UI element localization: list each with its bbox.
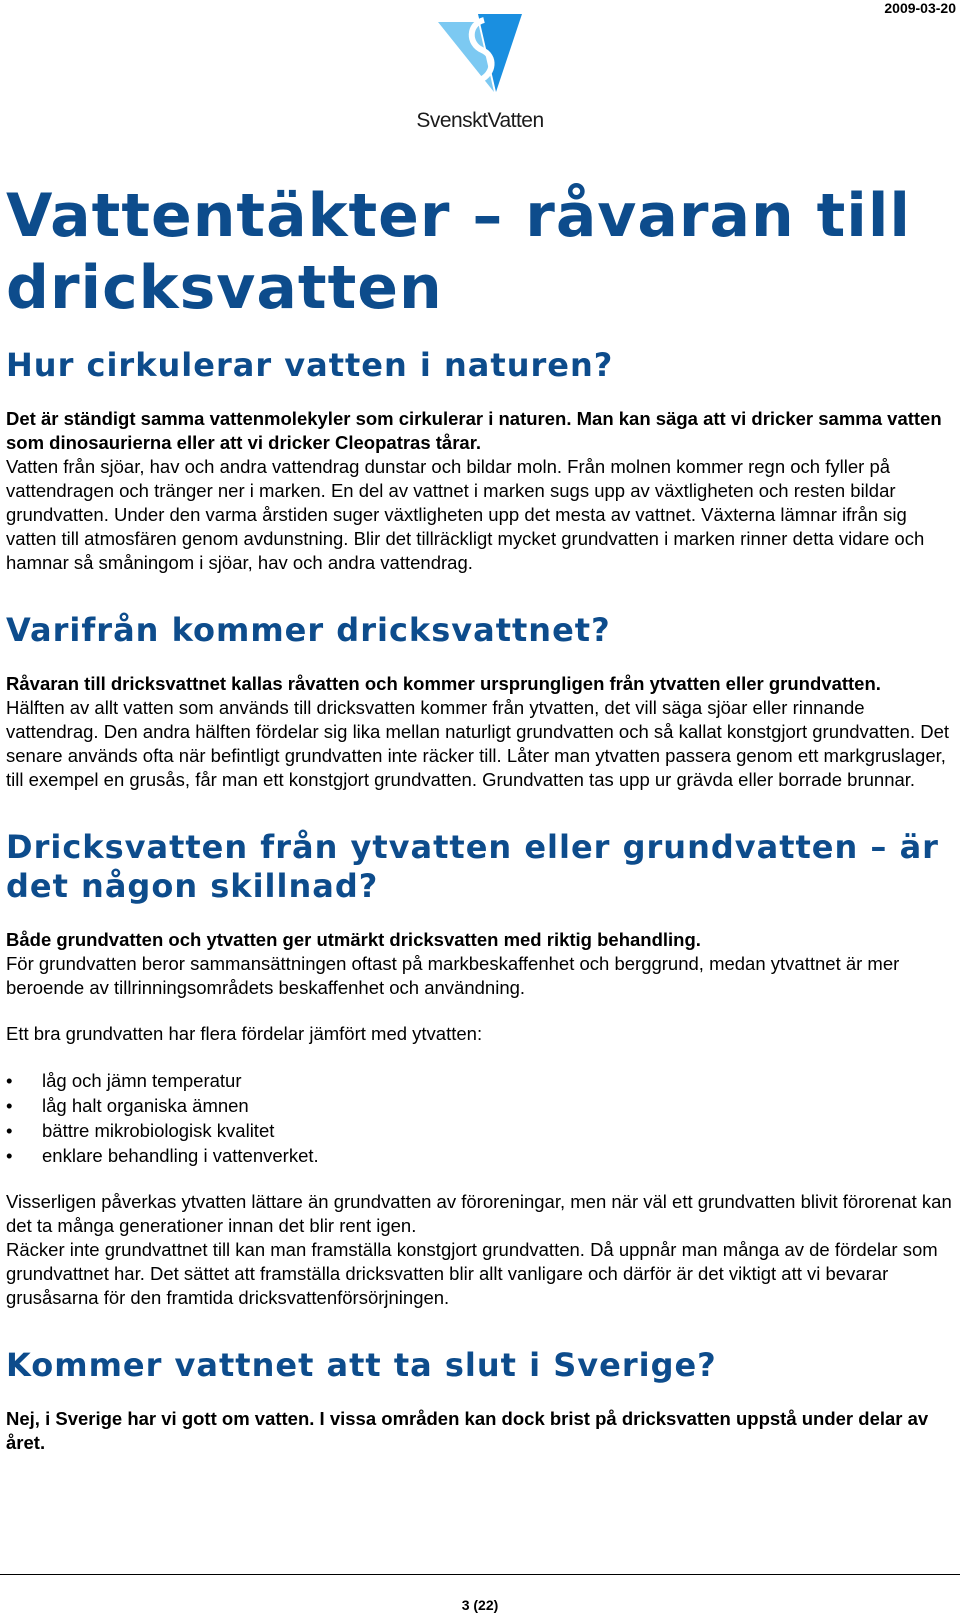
- list-item: • låg halt organiska ämnen: [6, 1093, 956, 1118]
- section-lead: Råvaran till dricksvattnet kallas råvatten och kommer ursprungligen från ytvatten eller grundvatten.: [6, 673, 881, 694]
- list-intro: Ett bra grundvatten har flera fördelar jämfört med ytvatten:: [6, 1023, 483, 1044]
- svenskt-vatten-logo: [410, 14, 550, 134]
- list-item: • bättre mikrobiologisk kvalitet: [6, 1118, 956, 1143]
- advantages-list: [6, 1068, 956, 1168]
- list-item: • enklare behandling i vattenverket.: [6, 1143, 956, 1168]
- section-lead: Det är ständigt samma vattenmolekyler som cirkulerar i naturen. Man kan säga att vi dricker samma vatten som dinosaurierna eller att vi dricker Cleopatras tårar.: [6, 408, 942, 453]
- water-drop-logo-icon: [438, 14, 522, 94]
- footer-divider: [0, 1574, 960, 1575]
- page-title: Vattentäkter – råvaran till dricksvatten: [6, 181, 911, 323]
- list-item: • låg och jämn temperatur: [6, 1068, 956, 1093]
- section-paragraph: Visserligen påverkas ytvatten lättare än grundvatten av föroreningar, men när väl ett grundvatten blivit förorenat kan det ta många generationer innan det blir rent igen.: [6, 1191, 952, 1236]
- section-paragraph: Hälften av allt vatten som används till dricksvatten kommer från ytvatten, det vill säga sjöar eller rinnande vattendrag. Den andra hälften fördelar sig lika mellan naturligt grundvatten och så kallat konstgjort grundvatten. Det senare används ofta när befintligt grundvatten inte räcker till. Låter man ytvatten passera genom ett markgruslager, till exempel en grusås, får man ett konstgjort grundvatten. Grundvatten tas upp ur grävda eller borrade brunnar.: [6, 697, 950, 790]
- section-paragraph: Räcker inte grundvattnet till kan man framställa konstgjort grundvatten. Då uppnår man många av de fördelar som grundvattnet har. Det sättet att framställa dricksvatten blir allt vanligare och därför är det viktigt att vi bevarar grusåsarna för den framtida dricksvattenförsörjningen.: [6, 1239, 938, 1308]
- section-heading: Varifrån kommer dricksvattnet?: [6, 611, 611, 649]
- page-number: 3 (22): [461, 1597, 499, 1613]
- section-heading: Kommer vattnet att ta slut i Sverige?: [6, 1346, 717, 1384]
- section-lead: Nej, i Sverige har vi gott om vatten. I vissa områden kan dock brist på dricksvatten uppstå under delar av året.: [6, 1408, 929, 1453]
- logo-wordmark: SvensktVatten: [416, 109, 544, 132]
- section-paragraph: För grundvatten beror sammansättningen oftast på markbeskaffenhet och berggrund, medan ytvattnet är mer beroende av tillrinningsområdets beskaffenhet och användning.: [6, 953, 900, 998]
- section-lead: Både grundvatten och ytvatten ger utmärkt dricksvatten med riktig behandling.: [6, 929, 701, 950]
- document-body: [6, 180, 956, 1455]
- section-paragraph: Vatten från sjöar, hav och andra vattendrag dunstar och bildar moln. Från molnen kommer regn och fyller på vattendragen och tränger ner i marken. En del av vattnet i marken sugs upp av växtligheten och resten bildar grundvatten. Under den varma årstiden suger växtligheten upp det mesta av vattnet. Växterna lämnar ifrån sig vatten till atmosfären genom avdunstning. Blir det tillräckligt mycket grundvatten i marken rinner detta vidare och hamnar så småningom i sjöar, hav och andra vattendrag.: [6, 456, 925, 573]
- section-heading: Dricksvatten från ytvatten eller grundvatten – är det någon skillnad?: [6, 828, 939, 905]
- section-heading: Hur cirkulerar vatten i naturen?: [6, 346, 614, 384]
- document-date: 2009-03-20: [884, 0, 956, 16]
